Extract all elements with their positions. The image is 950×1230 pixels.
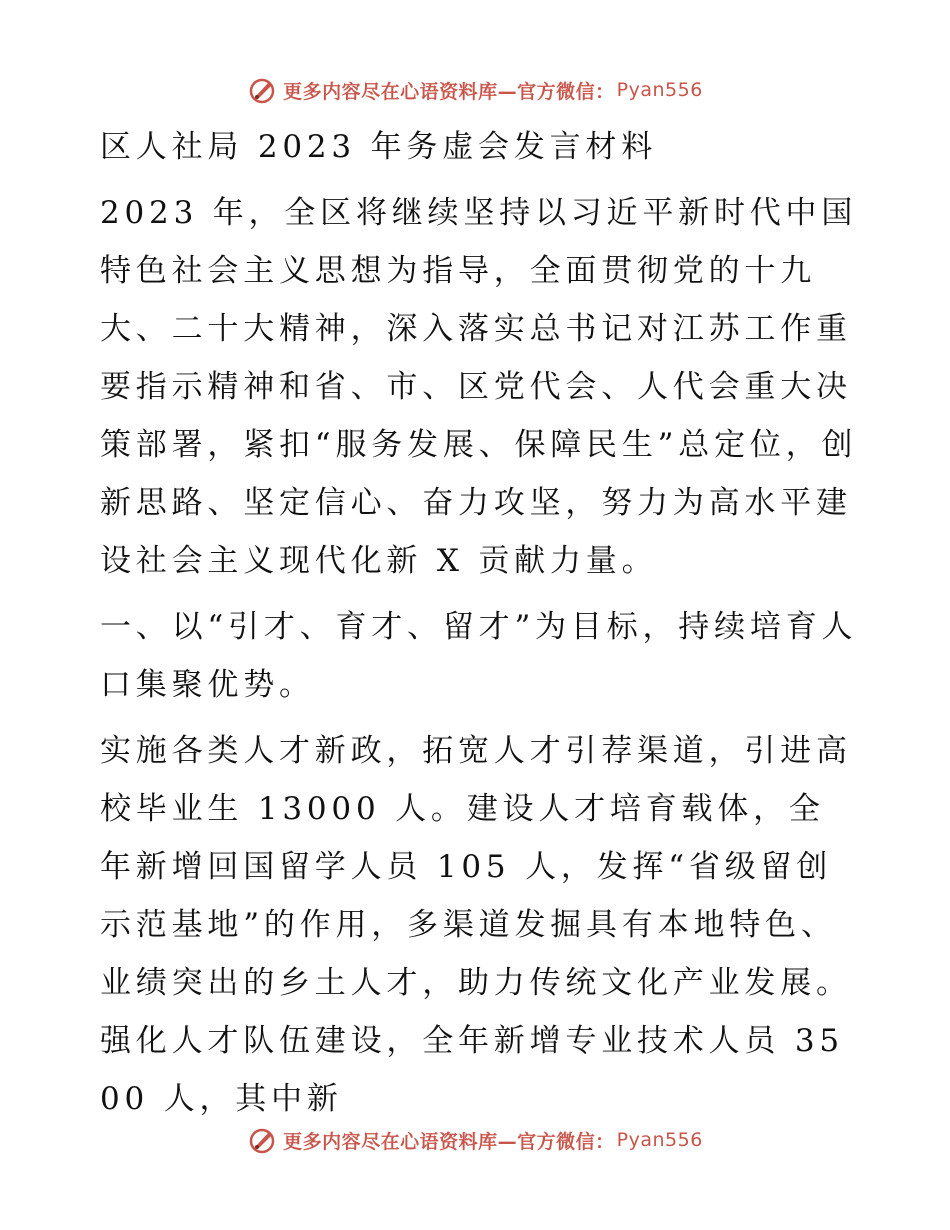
document-body [100,118,860,1128]
paragraph-talent: 实施各类人才新政，拓宽人才引荐渠道，引进高校毕业生 13000 人。建设人才培育载体，全年新增回国留学人员 105 人，发挥“省级留创示范基地”的作用，多渠道发掘具有本地特色、业绩突出的乡土人才，助力传统文化产业发展。强化人才队伍建设，全年新增专业技术人员 3500 人，其中新 [100,733,852,1117]
paragraph-intro: 2023 年，全区将继续坚持以习近平新时代中国特色社会主义思想为指导，全面贯彻党的十九大、二十大精神，深入落实总书记对江苏工作重要指示精神和省、市、区党代会、人代会重大决策部署，紧扣“服务发展、保障民生”总定位，创新思路、坚定信心、奋力攻坚，努力为高水平建设社会主义现代化新 X 贡献力量。 [100,195,858,579]
brush-pen-logo-icon [247,74,279,106]
document-title: 区人社局 2023 年务虚会发言材料 [100,129,657,165]
section-heading-1: 一、以“引才、育才、留才”为目标，持续培育人口集聚优势。 [100,609,858,703]
watermark-text: 更多内容尽在心语资料库—官方微信： [283,1130,615,1153]
watermark-handle: Pyan556 [616,1129,703,1151]
watermark-handle: Pyan556 [616,79,703,101]
watermark-header [0,70,950,110]
watermark-footer [0,1120,950,1160]
brush-pen-logo-icon [247,1124,279,1156]
watermark-text: 更多内容尽在心语资料库—官方微信： [283,80,615,103]
